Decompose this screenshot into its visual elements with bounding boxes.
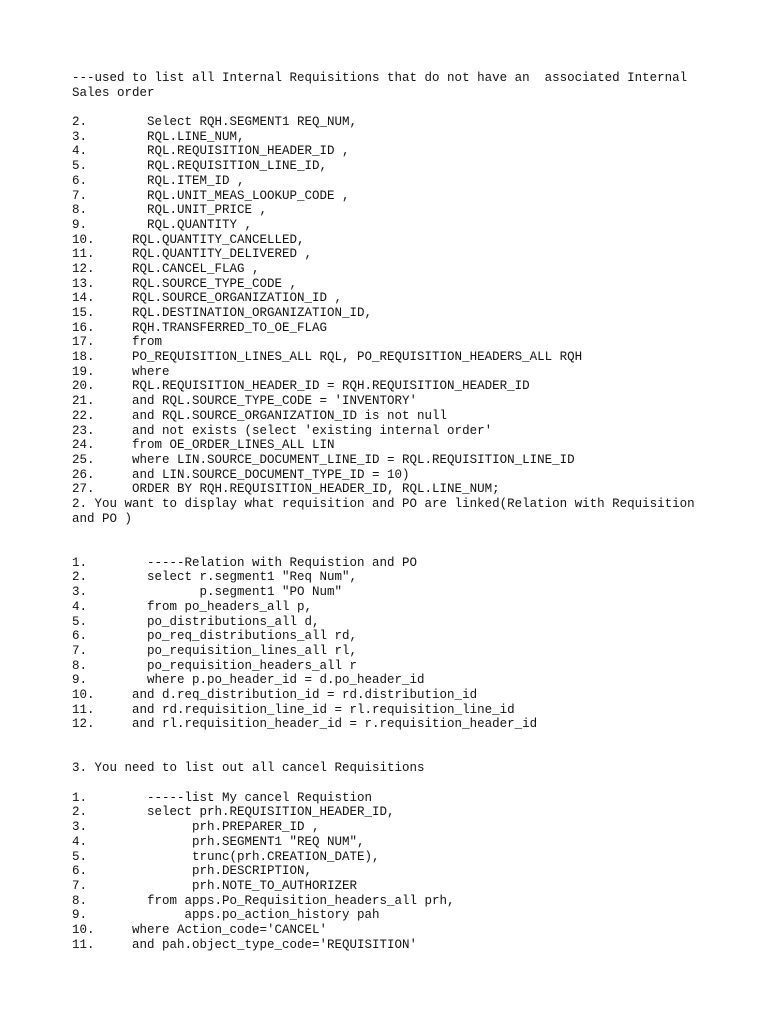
code-line: 4. RQL.REQUISITION_HEADER_ID , xyxy=(72,144,350,159)
code-line: 23. and not exists (select 'existing internal order' xyxy=(72,423,493,438)
section3-code-block xyxy=(72,791,712,953)
code-line: 18. PO_REQUISITION_LINES_ALL RQL, PO_REQUISITION_HEADERS_ALL RQH xyxy=(72,350,583,365)
section1-code-block xyxy=(72,115,712,497)
code-line: 15. RQL.DESTINATION_ORGANIZATION_ID, xyxy=(72,306,373,321)
code-line: 21. and RQL.SOURCE_TYPE_CODE = 'INVENTORY' xyxy=(72,394,418,409)
code-line: 6. RQL.ITEM_ID , xyxy=(72,173,245,188)
code-line: 4. prh.SEGMENT1 "REQ NUM", xyxy=(72,834,365,849)
code-line: 1. -----list My cancel Requistion xyxy=(72,790,373,805)
code-line: 16. RQH.TRANSFERRED_TO_OE_FLAG xyxy=(72,320,328,335)
document-body xyxy=(72,71,712,952)
code-line: 26. and LIN.SOURCE_DOCUMENT_TYPE_ID = 10) xyxy=(72,467,410,482)
code-line: 11. and rd.requisition_line_id = rl.requisition_line_id xyxy=(72,702,515,717)
code-line: 19. where xyxy=(72,364,170,379)
code-line: 3. p.segment1 "PO Num" xyxy=(72,585,343,600)
code-line: 5. RQL.REQUISITION_LINE_ID, xyxy=(72,159,328,174)
code-line: 8. from apps.Po_Requisition_headers_all prh, xyxy=(72,893,455,908)
code-line: 9. where p.po_header_id = d.po_header_id xyxy=(72,673,425,688)
code-line: 9. apps.po_action_history pah xyxy=(72,908,380,923)
code-line: 22. and RQL.SOURCE_ORGANIZATION_ID is not null xyxy=(72,408,448,423)
code-line: 10. RQL.QUANTITY_CANCELLED, xyxy=(72,232,305,247)
section3-heading: 3. You need to list out all cancel Requisitions xyxy=(72,761,425,776)
code-line: 14. RQL.SOURCE_ORGANIZATION_ID , xyxy=(72,291,343,306)
code-line: 2. Select RQH.SEGMENT1 REQ_NUM, xyxy=(72,115,358,130)
code-line: 1. -----Relation with Requistion and PO xyxy=(72,555,418,570)
code-line: 10. where Action_code='CANCEL' xyxy=(72,922,328,937)
code-line: 13. RQL.SOURCE_TYPE_CODE , xyxy=(72,276,298,291)
code-line: 4. from po_headers_all p, xyxy=(72,599,313,614)
code-line: 2. select r.segment1 "Req Num", xyxy=(72,570,358,585)
code-line: 5. po_distributions_all d, xyxy=(72,614,320,629)
code-line: 9. RQL.QUANTITY , xyxy=(72,217,253,232)
code-line: 6. po_req_distributions_all rd, xyxy=(72,629,358,644)
code-line: 12. and rl.requisition_header_id = r.requisition_header_id xyxy=(72,717,538,732)
code-line: 8. RQL.UNIT_PRICE , xyxy=(72,203,268,218)
code-line: 5. trunc(prh.CREATION_DATE), xyxy=(72,849,380,864)
code-line: 10. and d.req_distribution_id = rd.distribution_id xyxy=(72,687,478,702)
section2-heading: 2. You want to display what requisition and PO are linked(Relation with Requisition and PO ) xyxy=(72,496,703,526)
code-line: 7. po_requisition_lines_all rl, xyxy=(72,643,358,658)
code-line: 11. RQL.QUANTITY_DELIVERED , xyxy=(72,247,313,262)
section2-code-block xyxy=(72,556,712,732)
code-line: 12. RQL.CANCEL_FLAG , xyxy=(72,261,260,276)
code-line: 11. and pah.object_type_code='REQUISITION' xyxy=(72,937,418,952)
code-line: 6. prh.DESCRIPTION, xyxy=(72,864,313,879)
section1-intro: ---used to list all Internal Requisitions that do not have an associated Internal Sales order xyxy=(72,71,695,100)
code-line: 27. ORDER BY RQH.REQUISITION_HEADER_ID, RQL.LINE_NUM; xyxy=(72,482,500,497)
code-line: 25. where LIN.SOURCE_DOCUMENT_LINE_ID = RQL.REQUISITION_LINE_ID xyxy=(72,452,575,467)
code-line: 17. from xyxy=(72,335,163,350)
code-line: 2. select prh.REQUISITION_HEADER_ID, xyxy=(72,805,395,820)
code-line: 24. from OE_ORDER_LINES_ALL LIN xyxy=(72,438,335,453)
code-line: 7. prh.NOTE_TO_AUTHORIZER xyxy=(72,878,358,893)
code-line: 7. RQL.UNIT_MEAS_LOOKUP_CODE , xyxy=(72,188,350,203)
code-line: 20. RQL.REQUISITION_HEADER_ID = RQH.REQUISITION_HEADER_ID xyxy=(72,379,530,394)
code-line: 8. po_requisition_headers_all r xyxy=(72,658,358,673)
code-line: 3. prh.PREPARER_ID , xyxy=(72,820,320,835)
code-line: 3. RQL.LINE_NUM, xyxy=(72,129,245,144)
